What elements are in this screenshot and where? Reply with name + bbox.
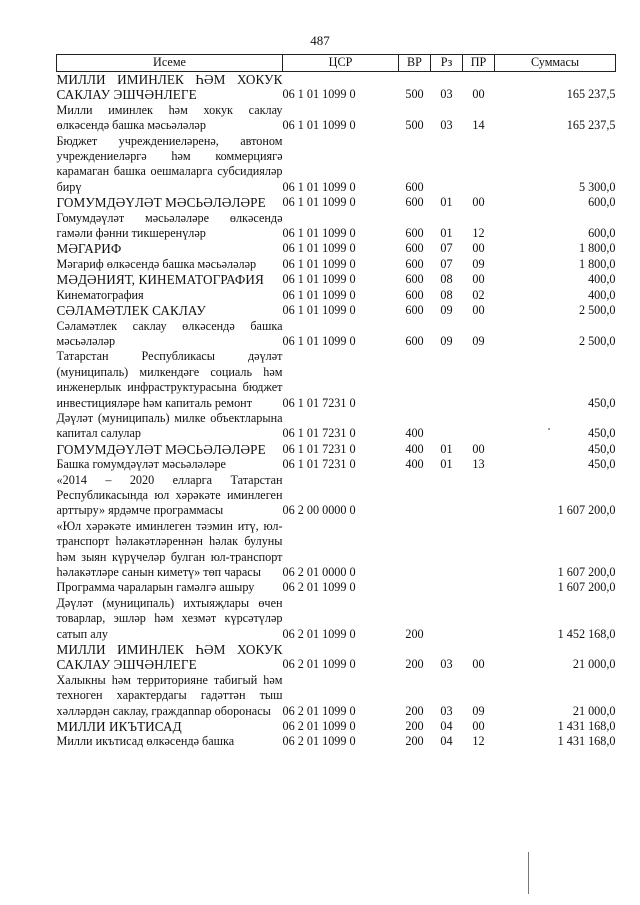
- cell-csr: 06 1 01 7231 0: [282, 441, 356, 456]
- scan-artifact-line: [528, 852, 529, 894]
- table-row: [57, 195, 616, 210]
- cell-pr: 12: [472, 734, 485, 749]
- cell-csr: 06 1 01 1099 0: [282, 195, 356, 210]
- cell-sum: 600,0: [588, 195, 616, 210]
- cell-rz: 07: [440, 241, 453, 256]
- cell-csr: 06 2 01 1099 0: [282, 734, 356, 749]
- cell-rz: 03: [440, 657, 453, 672]
- cell-sum: 1 800,0: [578, 256, 616, 271]
- cell-rz: 01: [440, 441, 453, 456]
- cell-vr: [399, 349, 431, 411]
- cell-rz: 03: [440, 703, 453, 718]
- cell-vr: 600: [405, 179, 424, 194]
- cell-vr: 500: [405, 118, 424, 133]
- cell-pr: 00: [472, 303, 485, 318]
- cell-sum: 21 000,0: [572, 703, 616, 718]
- cell-vr: [399, 519, 431, 581]
- header-sum: Суммасы: [495, 55, 616, 72]
- cell-name: МИЛЛИ ИКЪТИСАД: [56, 719, 182, 735]
- cell-vr: 600: [405, 287, 424, 302]
- cell-name: Милли икътисад өлкәсендә башка: [56, 734, 235, 749]
- cell-pr: 00: [472, 657, 485, 672]
- cell-name: Дәүләт (муниципаль) милке объектларына капитал салулар: [56, 410, 283, 441]
- cell-vr: 600: [405, 226, 424, 241]
- cell-pr: 00: [472, 272, 485, 287]
- cell-rz: [431, 519, 463, 581]
- table-row: [57, 411, 616, 442]
- table-row: [57, 288, 616, 303]
- cell-sum: 1 607 200,0: [557, 565, 616, 579]
- header-name: Исеме: [57, 55, 283, 72]
- cell-pr: 09: [472, 256, 485, 271]
- table-row: [57, 673, 616, 719]
- cell-name: МИЛЛИ ИМИНЛЕК ҺӘМ ХОКУК САКЛАУ ЭШЧӘНЛЕГЕ: [56, 642, 283, 673]
- cell-csr: 06 1 01 1099 0: [282, 179, 356, 194]
- cell-rz: 03: [440, 118, 453, 133]
- table-row: [57, 103, 616, 134]
- cell-pr: 00: [472, 195, 485, 210]
- cell-vr: 600: [405, 256, 424, 271]
- cell-csr: 06 1 01 1099 0: [282, 226, 356, 241]
- table-header-row: [57, 55, 616, 72]
- cell-vr: 600: [405, 195, 424, 210]
- cell-pr: [463, 411, 495, 442]
- cell-csr: 06 1 01 1099 0: [282, 118, 356, 133]
- cell-name: Милли иминлек һәм хокук саклау өлкәсендә башка мәсьәләләр: [56, 102, 283, 133]
- cell-rz: 04: [440, 734, 453, 749]
- table-row: [57, 596, 616, 642]
- cell-pr: [463, 596, 495, 642]
- cell-vr: 600: [405, 272, 424, 287]
- cell-csr: 06 2 01 1099 0: [282, 626, 356, 641]
- cell-pr: 00: [472, 241, 485, 256]
- cell-name: Мәгариф өлкәсендә башка мәсьәләләр: [56, 256, 257, 271]
- cell-sum: 450,0: [588, 457, 616, 472]
- cell-pr: [463, 580, 495, 595]
- cell-csr: 06 1 01 7231 0: [282, 426, 356, 441]
- cell-name: Башка гомумдәүләт мәсьәләләре: [56, 457, 226, 472]
- budget-table: [56, 54, 616, 750]
- cell-rz: 01: [440, 457, 453, 472]
- table-row: [57, 272, 616, 287]
- cell-csr: 06 1 01 1099 0: [282, 303, 356, 318]
- cell-name: Программа чараларын гамәлгә ашыру: [56, 580, 255, 595]
- cell-pr: 00: [472, 441, 485, 456]
- header-vr: ВР: [399, 55, 431, 72]
- cell-csr: 06 2 01 1099 0: [282, 580, 356, 595]
- cell-vr: [399, 580, 431, 595]
- cell-vr: 600: [405, 333, 424, 348]
- cell-sum: 165 237,5: [566, 118, 616, 133]
- table-row: [57, 241, 616, 256]
- cell-rz: 01: [440, 195, 453, 210]
- cell-vr: 200: [405, 703, 424, 718]
- cell-name: Сәламәтлек саклау өлкәсендә башка мәсьәләләр: [56, 318, 283, 348]
- cell-pr: 09: [472, 333, 485, 348]
- cell-name: «2014 – 2020 елларга Татарстан Республикасында юл хәрәкәте иминлеген арттыру» ярдәмче программасы: [56, 472, 283, 518]
- cell-pr: [463, 134, 495, 196]
- table-row: [57, 303, 616, 318]
- table-row: [57, 473, 616, 519]
- header-csr: ЦСР: [283, 55, 399, 72]
- table-row: [57, 134, 616, 196]
- cell-sum: 1 452 168,0: [557, 626, 616, 641]
- cell-pr: [463, 349, 495, 411]
- cell-rz: 08: [440, 272, 453, 287]
- cell-pr: [463, 473, 495, 519]
- cell-vr: 500: [405, 87, 424, 102]
- header-rz: Рз: [431, 55, 463, 72]
- cell-csr: 06 1 01 1099 0: [282, 241, 356, 256]
- table-row: [57, 457, 616, 472]
- cell-rz: [431, 134, 463, 196]
- cell-sum: 21 000,0: [572, 657, 616, 672]
- cell-rz: 09: [440, 333, 453, 348]
- cell-pr: 00: [472, 87, 485, 102]
- cell-sum: 5 300,0: [578, 179, 616, 194]
- cell-rz: 09: [440, 303, 453, 318]
- cell-pr: 12: [472, 226, 485, 241]
- table-row: [57, 72, 616, 103]
- table-row: [57, 349, 616, 411]
- cell-name: Халыкны һәм территорияне табигый һәм техноген характердагы гадәттән тыш хәлләрдән саклау, граждannар оборонасы: [56, 672, 283, 718]
- cell-sum: 450,0: [588, 441, 616, 456]
- cell-sum: 450,0: [588, 426, 616, 441]
- cell-sum: 1 431 168,0: [557, 719, 616, 734]
- cell-name: Дәүләт (муниципаль) ихтыяҗлары өчен товарлар, эшләр һәм хезмәт күрсәтүләр сатып алу: [56, 595, 283, 641]
- cell-rz: 03: [440, 87, 453, 102]
- cell-sum: 450,0: [588, 395, 616, 410]
- cell-sum: 400,0: [588, 287, 616, 302]
- table-row: [57, 719, 616, 734]
- cell-vr: 200: [405, 719, 424, 734]
- cell-name: МӘГАРИФ: [56, 241, 122, 257]
- cell-name: Гомумдәүләт мәсьәләләре өлкәсендә гамәли фәнни тикшеренүләр: [56, 210, 283, 241]
- cell-rz: 07: [440, 256, 453, 271]
- cell-name: ГОМУМДӘҮЛӘТ МӘСЬӘЛӘЛӘРЕ: [56, 441, 266, 457]
- cell-pr: 14: [472, 118, 485, 133]
- table-row: [57, 211, 616, 242]
- cell-pr: [463, 519, 495, 581]
- cell-sum: 165 237,5: [566, 87, 616, 102]
- table-row: [57, 257, 616, 272]
- cell-sum: 1 800,0: [578, 241, 616, 256]
- cell-vr: 200: [405, 734, 424, 749]
- cell-csr: 06 1 01 7231 0: [282, 457, 356, 472]
- cell-name: МӘДӘНИЯТ, КИНЕМАТОГРАФИЯ: [56, 272, 264, 288]
- cell-name: МИЛЛИ ИМИНЛЕК ҺӘМ ХОКУК САКЛАУ ЭШЧӘНЛЕГЕ: [56, 72, 283, 103]
- header-pr: ПР: [463, 55, 495, 72]
- cell-rz: [431, 473, 463, 519]
- table-row: [57, 519, 616, 581]
- cell-name: ГОМУМДӘҮЛӘТ МӘСЬӘЛӘЛӘРЕ: [56, 195, 266, 211]
- cell-csr: 06 2 01 1099 0: [282, 703, 356, 718]
- cell-name: Татарстан Республикасы дәүләт (муниципаль) милкендәге социаль һәм инженерлык инфраструктурасына бюджет инвестицияләре һәм капиталь ремонт: [56, 349, 283, 410]
- cell-pr: 02: [472, 287, 485, 302]
- table-row: [57, 442, 616, 457]
- page-number: 487: [310, 33, 330, 48]
- cell-pr: 00: [472, 719, 485, 734]
- cell-rz: [431, 580, 463, 595]
- cell-sum: 1 607 200,0: [557, 580, 616, 595]
- cell-vr: 400: [405, 441, 424, 456]
- cell-csr: 06 2 01 0000 0: [282, 565, 356, 579]
- cell-name: «Юл хәрәкәте иминлеген тәэмин итү, юл-транспорт һәлакәтләреннән һәлак булуны һәм зыян күрүчеләр булган юл-транспорт һәлакәтләре санын киметү» төп чарасы: [56, 518, 283, 579]
- cell-csr: 06 2 01 1099 0: [282, 657, 356, 672]
- cell-csr: 06 2 00 0000 0: [282, 503, 356, 518]
- cell-name: Кинематография: [56, 287, 144, 302]
- cell-name: Бюджет учреждениеләренә, автоном учреждениеләргә һәм коммерциягә карамаган башка оешмаларга субсидияләр бирү: [56, 133, 283, 194]
- cell-rz: 01: [440, 226, 453, 241]
- cell-rz: 08: [440, 287, 453, 302]
- cell-csr: 06 1 01 1099 0: [282, 256, 356, 271]
- cell-vr: 400: [405, 457, 424, 472]
- cell-vr: [399, 473, 431, 519]
- cell-rz: 04: [440, 719, 453, 734]
- cell-vr: 200: [405, 657, 424, 672]
- table-row: [57, 580, 616, 595]
- cell-vr: 400: [405, 426, 424, 441]
- cell-sum: 400,0: [588, 272, 616, 287]
- cell-vr: 600: [405, 303, 424, 318]
- cell-pr: 13: [472, 457, 485, 472]
- cell-rz: [431, 349, 463, 411]
- cell-sum: 1 607 200,0: [557, 503, 616, 518]
- table-row: [57, 734, 616, 749]
- cell-vr: 600: [405, 241, 424, 256]
- table-row: [57, 642, 616, 673]
- cell-rz: [431, 411, 463, 442]
- cell-sum: 1 431 168,0: [557, 734, 616, 749]
- cell-sum: 600,0: [588, 226, 616, 241]
- cell-pr: 09: [472, 703, 485, 718]
- cell-rz: [431, 596, 463, 642]
- cell-sum: 2 500,0: [578, 333, 616, 348]
- cell-name: СӘЛАМӘТЛЕК САКЛАУ: [56, 303, 206, 319]
- table-row: [57, 319, 616, 350]
- cell-csr: 06 1 01 7231 0: [282, 395, 356, 410]
- scan-artifact-dot: [548, 428, 550, 430]
- cell-vr: 200: [405, 626, 424, 641]
- cell-csr: 06 1 01 1099 0: [282, 87, 356, 102]
- cell-csr: 06 1 01 1099 0: [282, 333, 356, 348]
- cell-sum: 2 500,0: [578, 303, 616, 318]
- cell-csr: 06 2 01 1099 0: [282, 719, 356, 734]
- cell-csr: 06 1 01 1099 0: [282, 287, 356, 302]
- cell-csr: 06 1 01 1099 0: [282, 272, 356, 287]
